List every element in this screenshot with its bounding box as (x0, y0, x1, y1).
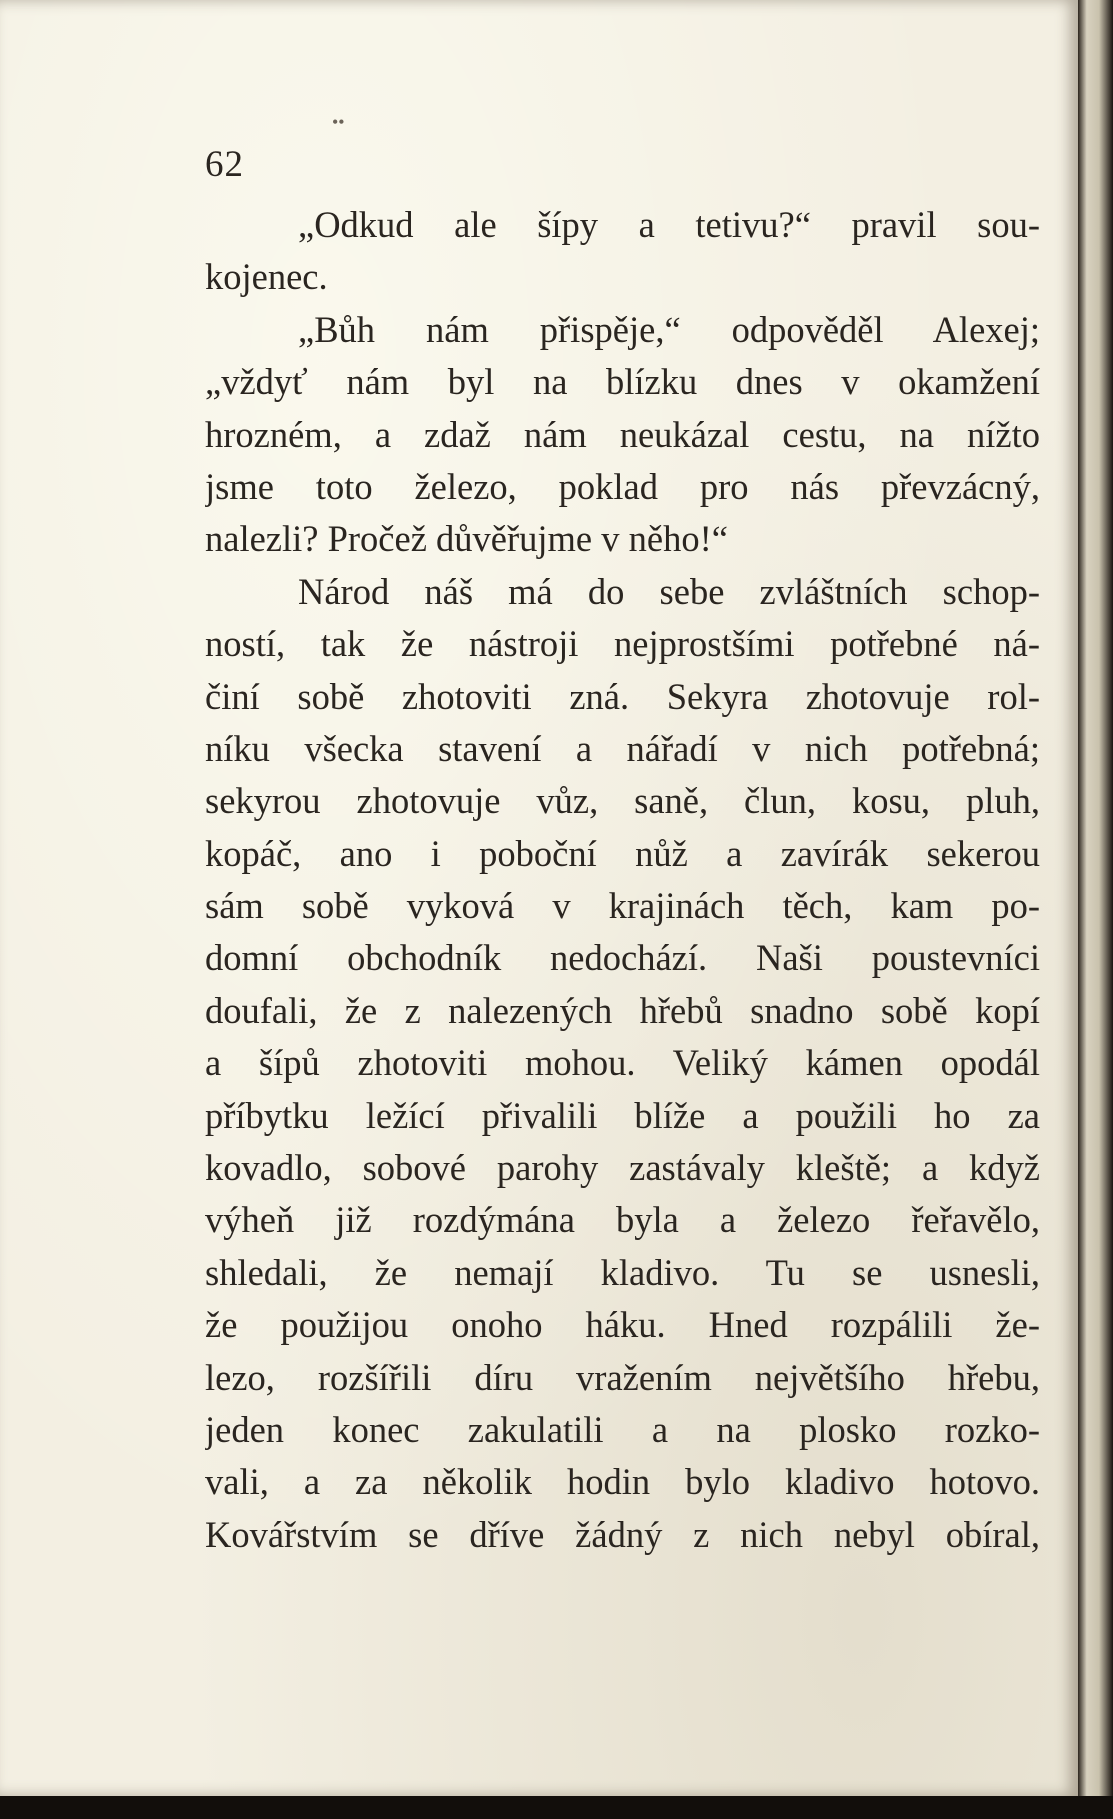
text-line: domní obchodník nedochází. Naši poustevníci (205, 937, 1040, 979)
text-line: kopáč, ano i poboční nůž a zavírák sekerou (205, 832, 1040, 874)
text-line: Národ náš má do sebe zvláštních schop- (298, 570, 1040, 612)
text-line: činí sobě zhotoviti zná. Sekyra zhotovuje rol- (205, 675, 1040, 717)
text-line: sám sobě vyková v krajinách těch, kam po- (205, 885, 1040, 927)
page-edge-shadow (1078, 0, 1113, 1819)
text-line: sekyrou zhotovuje vůz, saně, člun, kosu, pluh, (205, 780, 1040, 822)
text-line: výheň již rozdýmána byla a železo řeřavělo, (205, 1199, 1040, 1241)
text-line: příbytku ležící přivalili blíže a použili ho za (205, 1094, 1040, 1136)
text-line: vali, a za několik hodin bylo kladivo hotovo. (205, 1461, 1040, 1503)
text-line: doufali, že z nalezených hřebů snadno sobě kopí (205, 989, 1040, 1031)
body-text (205, 199, 1040, 1561)
text-line: ností, tak že nástroji nejprostšími potřebné ná- (205, 623, 1040, 665)
text-line: jeden konec zakulatili a na plosko rozko- (205, 1408, 1040, 1450)
text-line: „Bůh nám přispěje,“ odpověděl Alexej; (298, 308, 1040, 350)
text-line: nalezli? Pročež důvěřujme v něho!“ (205, 518, 728, 560)
text-line: Kovářstvím se dříve žádný z nich nebyl obíral, (205, 1513, 1040, 1555)
text-line: že použijou onoho háku. Hned rozpálili že- (205, 1304, 1040, 1346)
text-line: a šípů zhotoviti mohou. Veliký kámen opodál (205, 1042, 1040, 1084)
text-line: níku všecka stavení a nářadí v nich potřebná; (205, 727, 1040, 769)
text-line: kovadlo, sobové parohy zastávaly kleště; a když (205, 1147, 1040, 1189)
text-line: „Odkud ale šípy a tetivu?“ pravil sou- (298, 204, 1040, 245)
scan-border (0, 1796, 1113, 1819)
text-line: hrozném, a zdaž nám neukázal cestu, na nížto (205, 413, 1040, 455)
page-number: 62 (205, 144, 244, 185)
text-line: shledali, že nemají kladivo. Tu se usnesli, (205, 1251, 1040, 1293)
text-line: jsme toto železo, poklad pro nás převzácný, (205, 465, 1040, 507)
text-line: lezo, rozšířili díru vražením největšího hřebu, (205, 1356, 1040, 1398)
ink-speck: •• (332, 112, 345, 132)
text-line: „vždyť nám byl na blízku dnes v okamžení (205, 361, 1040, 403)
text-line: kojenec. (205, 256, 328, 298)
